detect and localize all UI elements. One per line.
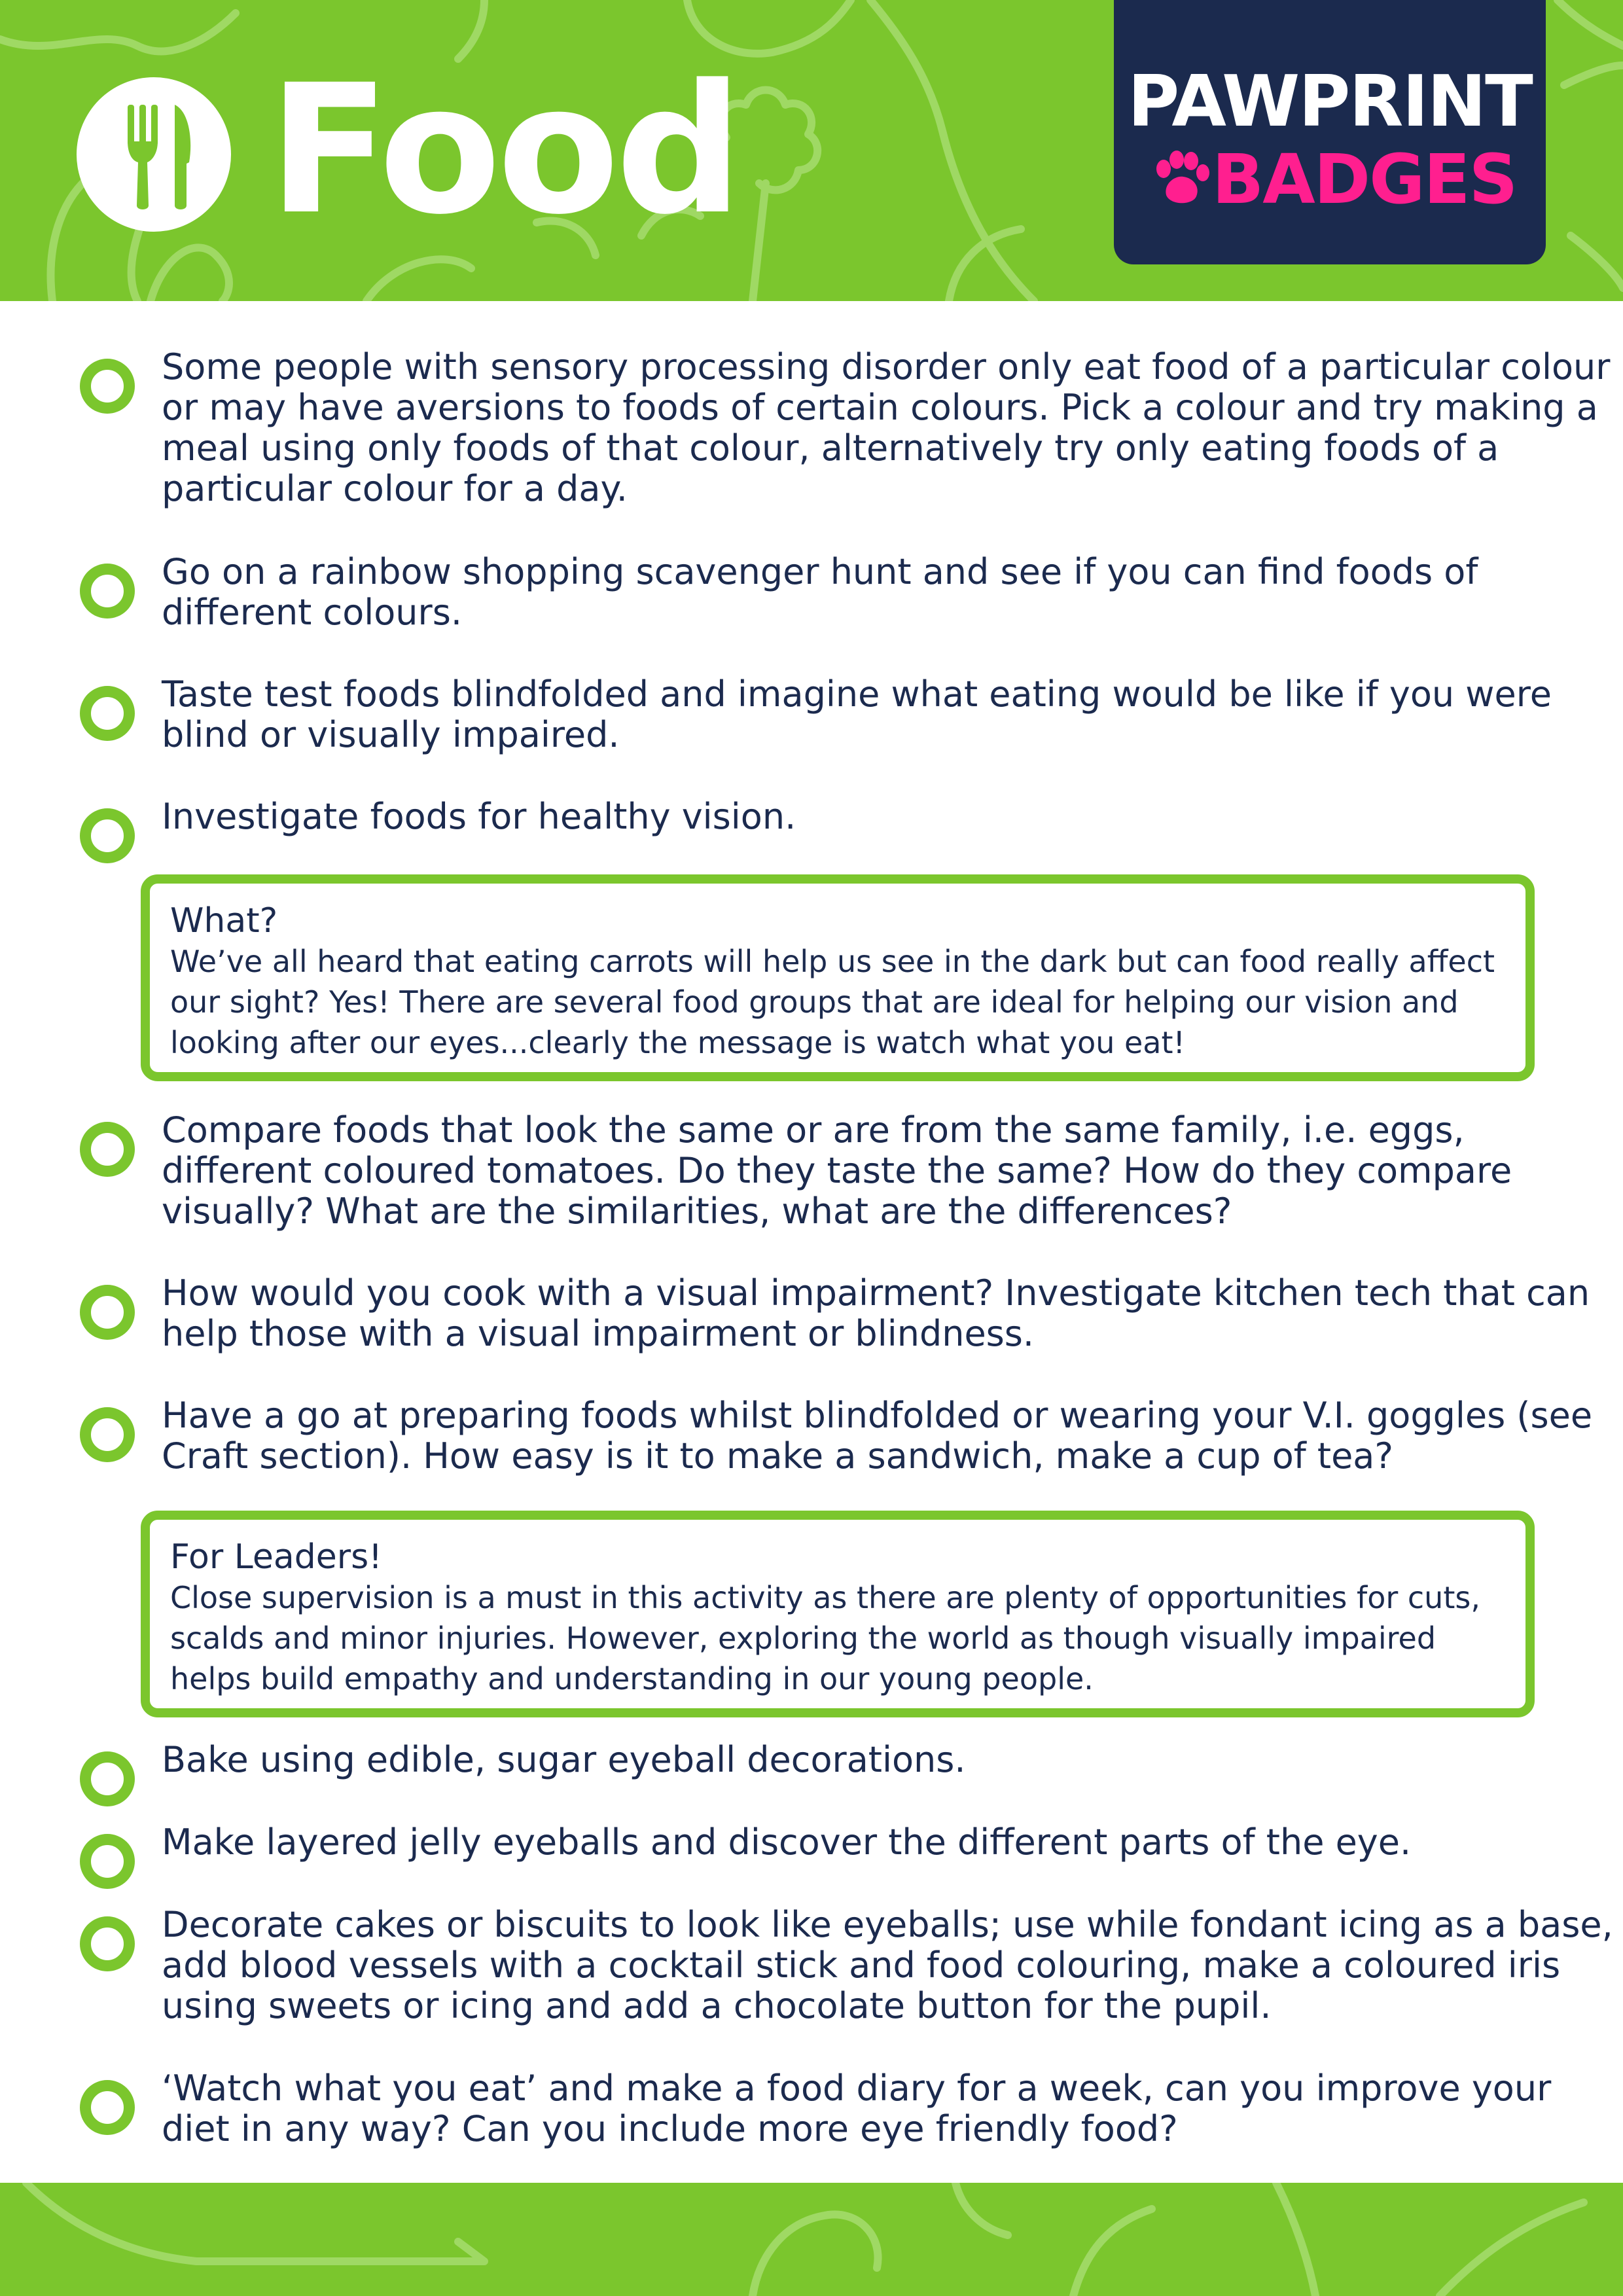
bullet-ring-icon	[80, 2080, 135, 2135]
info-box-for-leaders	[141, 1511, 1535, 1717]
bullet-ring-icon	[80, 564, 135, 619]
list-item-text: Investigate foods for healthy vision.	[162, 796, 796, 837]
bullet-ring-icon	[80, 1285, 135, 1340]
info-box-body: We’ve all heard that eating carrots will help us see in the dark but can food really affect our sight? Yes! There are several food groups that are ideal for helping our vision and looking after our eyes...clearly the message is watch what you eat!	[170, 944, 1495, 1060]
vegetable-pattern-decoration	[0, 2183, 1623, 2296]
list-item-text: Make layered jelly eyeballs and discover the different parts of the eye.	[162, 1821, 1412, 1863]
bullet-ring-icon	[80, 1407, 135, 1462]
header-banner	[0, 0, 1623, 301]
brand-logo	[1114, 0, 1546, 264]
info-box-what	[141, 874, 1535, 1081]
paw-icon	[1150, 149, 1211, 209]
list-item-text: Decorate cakes or biscuits to look like eyeballs; use while fondant icing as a base, add blood vessels with a cocktail stick and food colouring, make a coloured iris using sweets or icing and add a chocolate button for the pupil.	[162, 1904, 1613, 2026]
list-item-text: How would you cook with a visual impairment? Investigate kitchen tech that can help those with a visual impairment or blindness.	[162, 1272, 1590, 1354]
bullet-ring-icon	[80, 1122, 135, 1177]
list-item-text: ‘Watch what you eat’ and make a food diary for a week, can you improve your diet in any way? Can you include more eye friendly food?	[162, 2068, 1552, 2149]
footer-banner	[0, 2183, 1623, 2296]
info-box-body: Close supervision is a must in this activity as there are plenty of opportunities for cuts, scalds and minor injuries. However, exploring the world as though visually impaired helps build empathy and understanding in our young people.	[170, 1580, 1480, 1696]
bullet-ring-icon	[80, 1751, 135, 1806]
list-item-text: Go on a rainbow shopping scavenger hunt and see if you can find foods of different colours.	[162, 551, 1478, 633]
list-item-text: Have a go at preparing foods whilst blindfolded or wearing your V.I. goggles (see Craft section). How easy is it to make a sandwich, make a cup of tea?	[162, 1395, 1593, 1477]
fork-knife-icon	[77, 77, 231, 232]
page-title: Food	[268, 47, 740, 254]
brand-name-line2: BADGES	[1212, 139, 1517, 219]
bullet-ring-icon	[80, 1834, 135, 1889]
brand-name-line1: PAWPRINT	[1128, 61, 1532, 143]
info-box-heading: What?	[170, 901, 278, 941]
list-item-text: Compare foods that look the same or are from the same family, i.e. eggs, different coloured tomatoes. Do they taste the same? How do they compare visually? What are the similarities, what are the differences?	[162, 1109, 1512, 1232]
list-item-text: Bake using edible, sugar eyeball decorations.	[162, 1739, 966, 1780]
bullet-ring-icon	[80, 359, 135, 414]
list-item-text: Taste test foods blindfolded and imagine what eating would be like if you were blind or visually impaired.	[162, 673, 1552, 755]
info-box-heading: For Leaders!	[170, 1537, 383, 1577]
list-item-text: Some people with sensory processing disorder only eat food of a particular colour or may have aversions to foods of certain colours. Pick a colour and try making a meal using only foods of that colour, alternatively try only eating foods of a particular colour for a day.	[162, 346, 1611, 509]
bullet-ring-icon	[80, 808, 135, 863]
bullet-ring-icon	[80, 686, 135, 741]
bullet-ring-icon	[80, 1916, 135, 1971]
